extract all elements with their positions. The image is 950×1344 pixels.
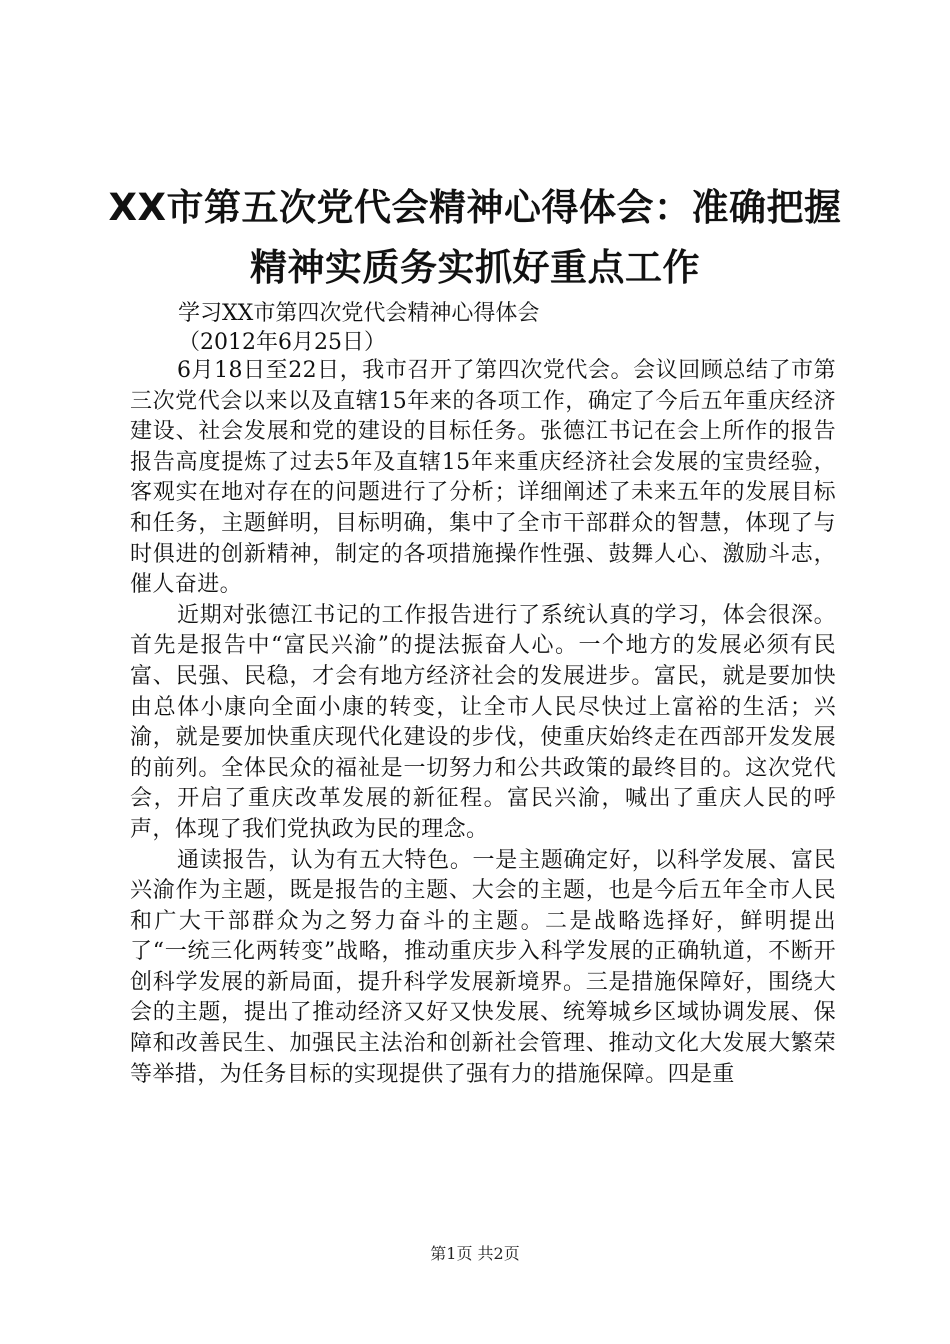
document-title-line-2: 精神实质务实抓好重点工作	[250, 246, 700, 289]
document-subtitle: 学习XX市第四次党代会精神心得体会	[178, 301, 540, 326]
paragraph-1: 6月18日至22日，我市召开了第四次党代会。会议回顾总结了市第三次党代会以来以及直辖15年来的各项工作，确定了今后五年重庆经济建设、社会发展和党的建设的目标任务。张德江书记在会上所作的报告报告高度提炼了过去5年及直辖15年来重庆经济社会发展的宝贵经验，客观实在地对存在的问题进行了分析；详细阐述了未来五年的发展目标和任务，主题鲜明，目标明确，集中了全市干部群众的智慧，体现了与时俱进的创新精神，制定的各项措施操作性强、鼓舞人心、激励斗志，催人奋进。	[130, 358, 836, 598]
document-body	[130, 356, 836, 1090]
paragraph-2: 近期对张德江书记的工作报告进行了系统认真的学习，体会很深。首先是报告中“富民兴渝”的提法振奋人心。一个地方的发展必须有民富、民强、民稳，才会有地方经济社会的发展进步。富民，就是要加快由总体小康向全面小康的转变，让全市人民尽快过上富裕的生活；兴渝，就是要加快重庆现代化建设的步伐，使重庆始终走在西部开发发展的前列。全体民众的福祉是一切努力和公共政策的最终目的。这次党代会，开启了重庆改革发展的新征程。富民兴渝，喊出了重庆人民的呼声，体现了我们党执政为民的理念。	[130, 602, 836, 842]
paragraph-3: 通读报告，认为有五大特色。一是主题确定好，以科学发展、富民兴渝作为主题，既是报告的主题、大会的主题，也是今后五年全市人民和广大干部群众为之努力奋斗的主题。二是战略选择好，鲜明提出了“一统三化两转变”战略，推动重庆步入科学发展的正确轨道，不断开创科学发展的新局面，提升科学发展新境界。三是措施保障好，围绕大会的主题，提出了推动经济又好又快发展、统筹城乡区域协调发展、保障和改善民生、加强民主法治和创新社会管理、推动文化大发展大繁荣等举措，为任务目标的实现提供了强有力的措施保障。四是重	[130, 847, 836, 1087]
document-title-line-1: XX市第五次党代会精神心得体会：准确把握	[108, 186, 842, 229]
document-date: （2012年6月25日）	[178, 330, 386, 355]
page-footer: 第1页 共2页	[430, 1244, 520, 1263]
